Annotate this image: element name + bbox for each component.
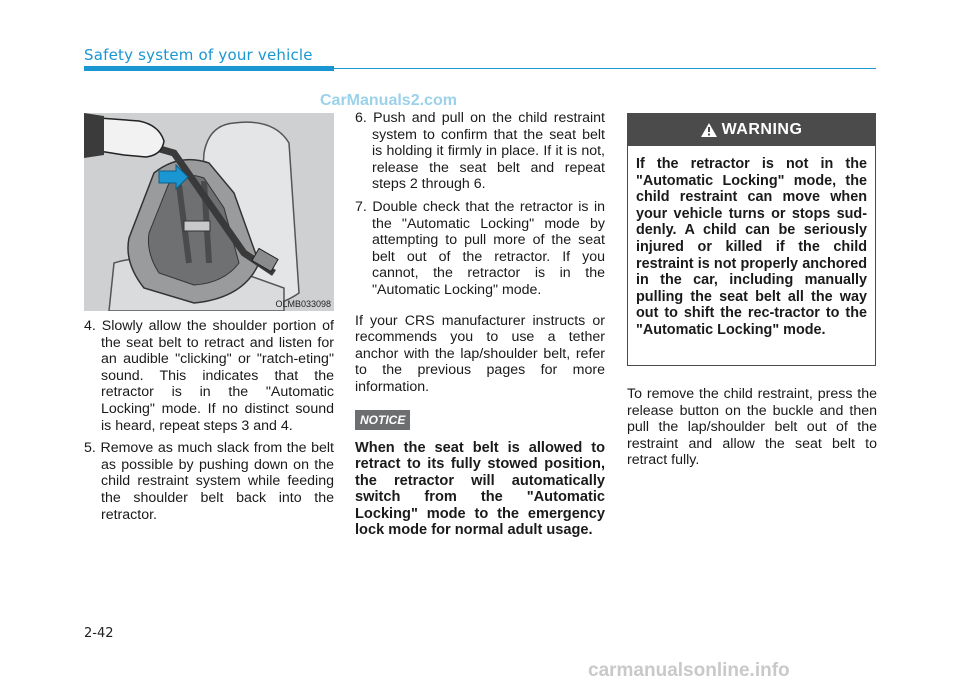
child-seat-drawing	[84, 113, 334, 311]
section-title: Safety system of your vehicle	[84, 46, 313, 64]
remove-restraint-paragraph: To remove the child restraint, press the release button on the buckle and then pull the lap/shoulder belt out of the restraint and allow the seat belt to retract fully.	[627, 386, 877, 469]
figure-code: OLMB033098	[275, 299, 331, 309]
right-column	[627, 386, 877, 475]
step-4: 4. Slowly allow the shoulder portion of the seat belt to retract and listen for an audible "clicking" or "ratch-eting" sound. This indicates that the retractor is in the "Automatic Locking" mode. If no distinct sound is heard, repeat steps 3 and 4.	[84, 318, 334, 434]
step-6: 6. Push and pull on the child restraint system to confirm that the seat belt is holding it firmly in place. If it is not, release the seat belt and repeat steps 2 through 6.	[355, 110, 605, 193]
notice-badge: NOTICE	[355, 410, 410, 430]
page-number: 2-42	[84, 626, 114, 641]
warning-header	[628, 114, 875, 146]
step-5: 5. Remove as much slack from the belt as possible by pushing down on the child restraint system while feeding the shoulder belt back into the retractor.	[84, 440, 334, 523]
header-rule-thin	[334, 68, 876, 69]
warning-triangle-icon	[701, 123, 717, 137]
hand	[99, 118, 164, 157]
notice-text: When the seat belt is allowed to retract to its fully stowed position, the retractor will automatically switch from the "Automatic Locking" mode to the emergency lock mode for normal adult usage.	[355, 439, 605, 539]
tether-paragraph: If your CRS manufacturer instructs or recommends you to use a tether anchor with the lap/shoulder belt, refer to the previous pages for more information.	[355, 312, 605, 395]
watermark-top: CarManuals2.com	[320, 92, 457, 109]
left-column	[84, 318, 334, 529]
middle-column	[355, 110, 605, 539]
step-7: 7. Double check that the retractor is in the "Automatic Locking" mode by attempting to pull more of the seat belt out of the retractor. If you cannot, the retractor is in the "Automatic Locking" mode.	[355, 198, 605, 298]
child-seat-illustration	[84, 113, 334, 311]
warning-box	[627, 113, 876, 366]
watermark-bottom: carmanualsonline.info	[588, 660, 790, 681]
harness-clip	[184, 221, 210, 231]
header-rule-thick	[84, 66, 334, 71]
warning-label: WARNING	[721, 121, 803, 138]
warning-text: If the retractor is not in the "Automatic Locking" mode, the child restraint can move when your vehicle turns or stops sud-denly. A child can be seriously injured or killed if the child restraint is not properly anchored in the car, including manually pulling the seat belt all the way out to shift the rec-tractor to the "Automatic Locking" mode.	[636, 156, 867, 338]
sleeve	[84, 113, 104, 158]
